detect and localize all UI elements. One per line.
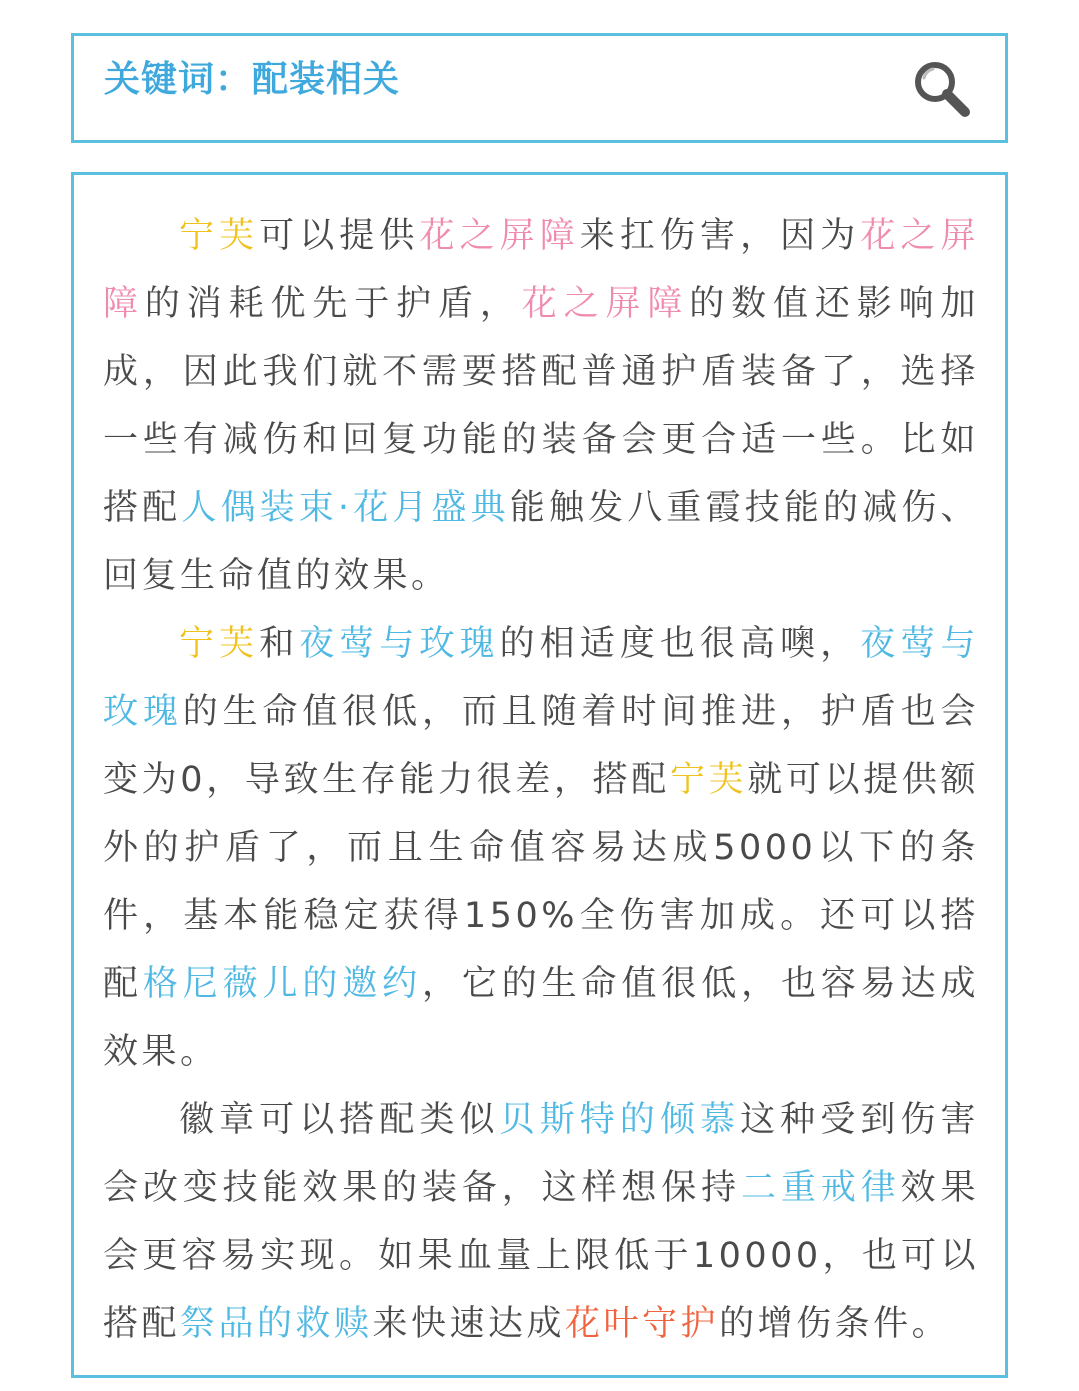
highlight-term: 宁芙 bbox=[669, 760, 748, 800]
highlight-term: 二重戒律 bbox=[741, 1168, 901, 1208]
highlight-term: 格尼薇儿的邀约 bbox=[142, 964, 423, 1004]
paragraph-3 bbox=[103, 1086, 979, 1358]
keyword-header bbox=[71, 33, 1008, 143]
highlight-term: 夜莺与玫瑰 bbox=[103, 624, 979, 732]
text-run: 能触发八重霞技能的减伤、回复生命值的效果。 bbox=[103, 488, 979, 596]
text-run: 的增伤条件。 bbox=[719, 1304, 951, 1344]
paragraph-2 bbox=[103, 610, 979, 1086]
highlight-term: 宁芙 bbox=[179, 216, 260, 256]
text-run: 来快速达成 bbox=[372, 1304, 566, 1344]
highlight-term: 花之屏障 bbox=[103, 216, 979, 324]
highlight-term: 花之屏障 bbox=[419, 216, 580, 256]
article-content bbox=[71, 172, 1008, 1378]
highlight-term: 贝斯特的倾慕 bbox=[499, 1100, 741, 1140]
text-run: 就可以提供额外的护盾了，而且生命值容易达成5000以下的条件，基本能稳定获得150%全伤害加成。还可以搭配 bbox=[103, 760, 979, 1004]
highlight-term: 祭品的救赎 bbox=[180, 1304, 373, 1344]
text-run: 这种受到伤害会改变技能效果的装备，这样想保持 bbox=[103, 1100, 979, 1208]
keyword-title: 关键词：配装相关 bbox=[104, 59, 401, 100]
text-run: ，它的生命值很低，也容易达成效果。 bbox=[103, 964, 979, 1072]
highlight-term: 夜莺与玫瑰 bbox=[299, 624, 500, 664]
search-icon[interactable] bbox=[909, 56, 973, 120]
paragraph-1 bbox=[103, 202, 979, 610]
text-run: 的消耗优先于护盾， bbox=[144, 284, 522, 324]
text-run: 徽章可以搭配类似 bbox=[179, 1100, 500, 1140]
text-run: 的数值还影响加成，因此我们就不需要搭配普通护盾装备了，选择一些有减伤和回复功能的装备会更合适一些。比如搭配 bbox=[103, 284, 979, 528]
text-run: 来扛伤害，因为 bbox=[579, 216, 861, 256]
highlight-term: 宁芙 bbox=[179, 624, 260, 664]
text-run: 效果会更容易实现。如果血量上限低于10000，也可以搭配 bbox=[103, 1168, 979, 1344]
highlight-term: 花之屏障 bbox=[521, 284, 690, 324]
article-body bbox=[103, 202, 979, 1358]
text-run: 和 bbox=[259, 624, 300, 664]
highlight-term: 人偶装束·花月盛典 bbox=[181, 488, 510, 528]
text-run: 的生命值很低，而且随着时间推进，护盾也会变为0，导致生存能力很差，搭配 bbox=[103, 692, 979, 800]
text-run: 可以提供 bbox=[259, 216, 420, 256]
highlight-term: 花叶守护 bbox=[565, 1304, 720, 1344]
text-run: 的相适度也很高噢， bbox=[499, 624, 861, 664]
